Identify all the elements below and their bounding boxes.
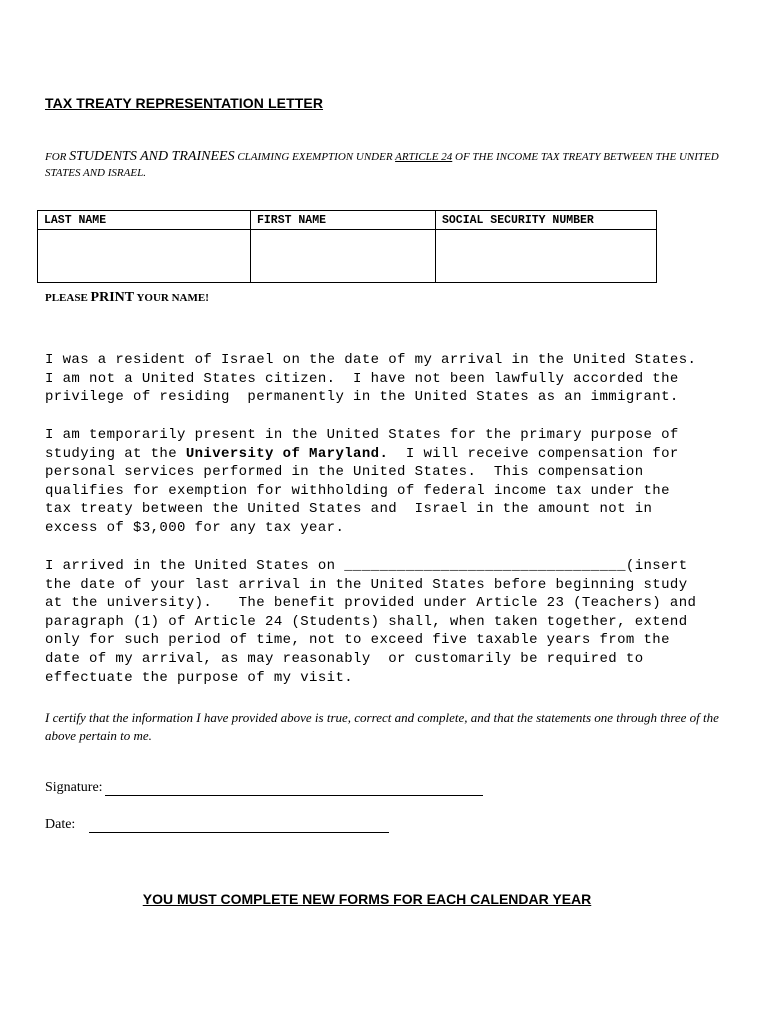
name-table-input-row — [38, 230, 657, 283]
date-row — [45, 817, 389, 833]
annual-renewal-notice: YOU MUST COMPLETE NEW FORMS FOR EACH CALENDAR YEAR — [142, 891, 592, 907]
first-name-header: FIRST NAME — [251, 211, 436, 230]
university-name: University of Maryland. — [185, 445, 389, 462]
name-table — [37, 210, 657, 283]
name-table-header-row — [38, 211, 657, 230]
subtitle-treaty: OF THE INCOME TAX TREATY BETWEEN THE UNITED STATES AND ISRAEL. — [45, 151, 719, 179]
date-label: Date: — [45, 817, 76, 832]
subtitle-for: FOR — [45, 151, 70, 163]
print-note-please: PLEASE — [45, 292, 91, 304]
purpose-line2a: studying at the — [45, 445, 186, 462]
signature-label: Signature: — [45, 780, 103, 795]
ssn-header: SOCIAL SECURITY NUMBER — [436, 211, 657, 230]
purpose-rest: personal services performed in the United States. This compensation qualifies for exemption for withholding of federal income tax under the tax treaty between the United States and Israel in the amount not in excess of $3,000 for any tax year. — [45, 464, 670, 536]
signature-field[interactable] — [105, 781, 483, 796]
subtitle-students: STUDENTS AND TRAINEES — [69, 149, 235, 164]
form-title: TAX TREATY REPRESENTATION LETTER — [45, 95, 324, 111]
subtitle-article: ARTICLE 24 — [395, 151, 453, 163]
date-field[interactable] — [89, 818, 389, 833]
signature-row — [45, 780, 483, 796]
print-note-print: PRINT — [90, 290, 135, 305]
residency-statement: I was a resident of Israel on the date of my arrival in the United States. I am not a United States citizen. I have not been lawfully accorded the privilege of residing permanently in the United States as an immigrant. — [45, 352, 697, 406]
last-name-field[interactable] — [38, 230, 251, 283]
form-subtitle — [45, 149, 725, 181]
print-name-note — [45, 290, 209, 306]
ssn-field[interactable] — [436, 230, 657, 283]
purpose-line1: I am temporarily present in the United States for the primary purpose of — [45, 427, 679, 443]
subtitle-claiming: CLAIMING EXEMPTION UNDER — [234, 151, 396, 163]
last-name-header: LAST NAME — [38, 211, 251, 230]
first-name-field[interactable] — [251, 230, 436, 283]
purpose-statement — [45, 426, 679, 538]
purpose-line2b: I will receive compensation for — [388, 445, 679, 462]
certification-statement: I certify that the information I have provided above is true, correct and complete, and that the statements one through three of the above pertain to me. — [45, 710, 719, 743]
arrival-statement: I arrived in the United States on ________________________________(insert the date of your last arrival in the United States before beginning study at the university). The benefit provided under Article 23 (Teachers) and paragraph (1) of Article 24 (Students) shall, when taken together, extend only for such period of time, not to exceed five taxable years from the date of my arrival, as may reasonably or customarily be required to effectuate the purpose of my visit. — [45, 558, 697, 686]
print-note-your-name: YOUR NAME! — [134, 292, 209, 304]
